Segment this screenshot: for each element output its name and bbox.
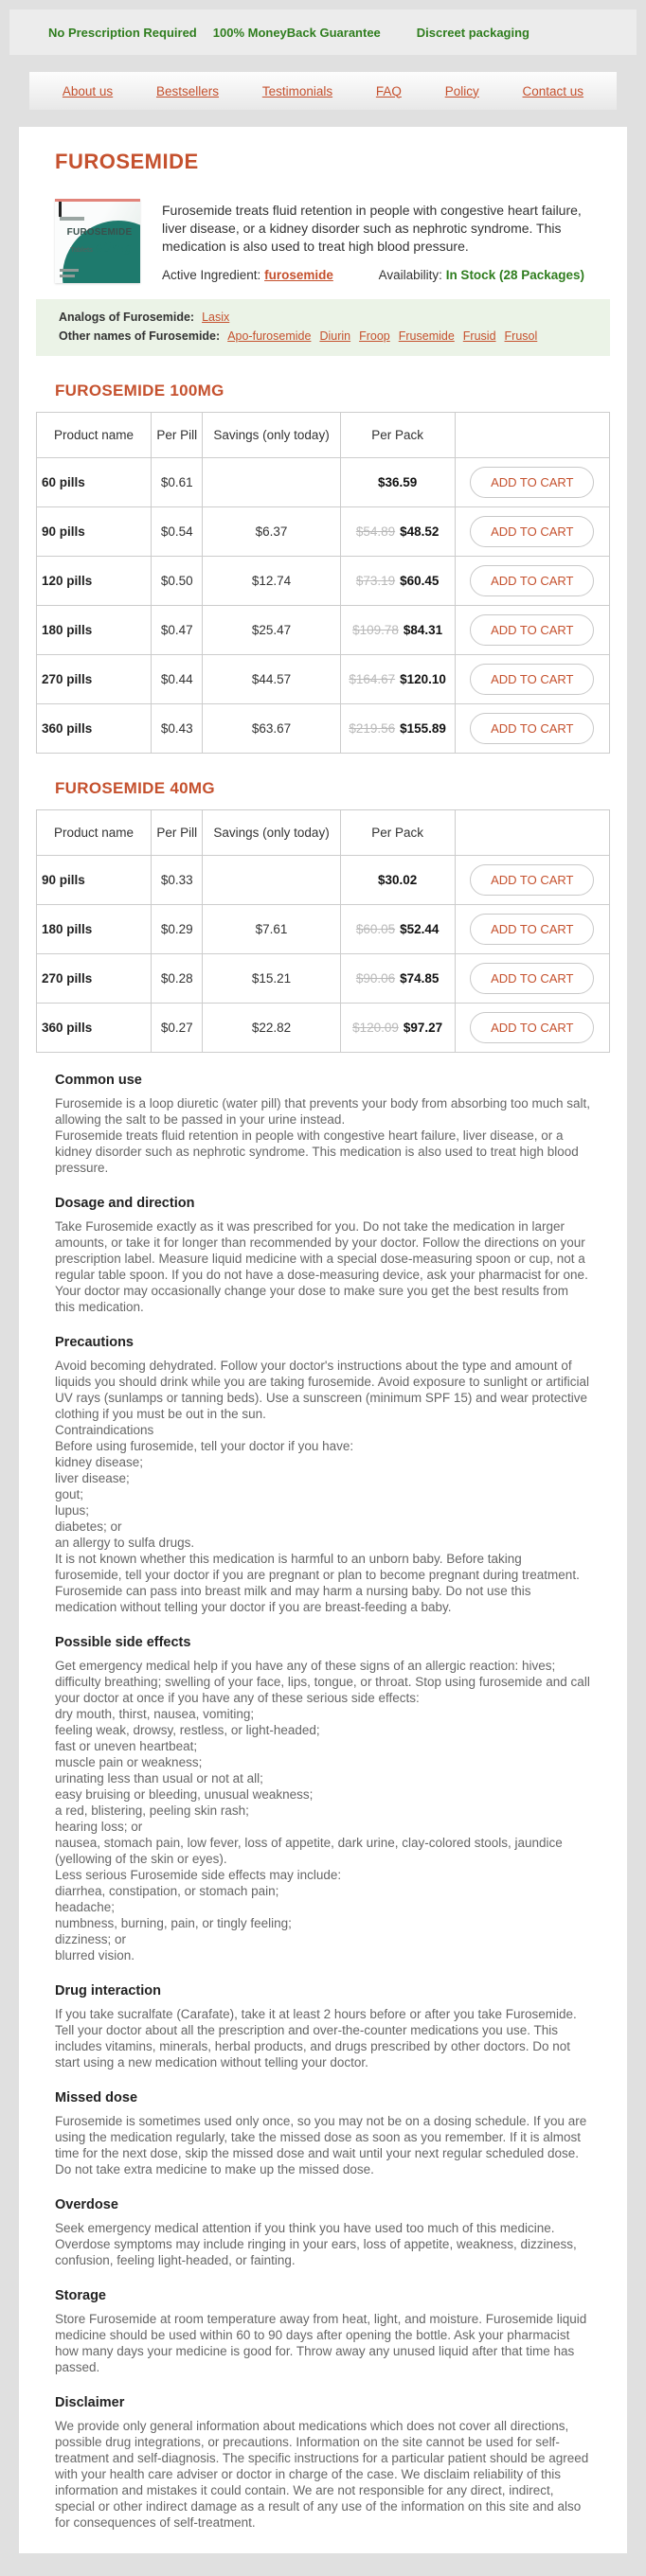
old-price: $120.09 <box>352 1021 399 1035</box>
section-text-line: headache; <box>55 1900 116 1914</box>
availability-label: Availability: <box>378 268 442 282</box>
section-body <box>55 2220 591 2268</box>
current-price: $36.59 <box>377 475 418 489</box>
per-pill-value: $0.61 <box>152 458 203 507</box>
section-text-line: muscle pain or weakness; <box>55 1755 203 1769</box>
section-body <box>55 2311 591 2375</box>
other-name-link[interactable]: Frusid <box>462 329 496 343</box>
section-text-line: Furosemide is a loop diuretic (water pill) that prevents your body from absorbing too much salt, allowing the salt to be passed in your urine instead. <box>55 1096 591 1127</box>
section-text-line: If you take sucralfate (Carafate), take it at least 2 hours before or after you take Furosemide. Tell your doctor about all the prescription and over-the-counter medications you use. This includes vitamins, minerals, herbal products, and drugs prescribed by other doctors. Do not start using a new medication without telling your doctor. <box>55 2007 577 2070</box>
per-pack-cell <box>340 606 455 655</box>
old-price: $164.67 <box>349 672 396 686</box>
section-text-line: kidney disease; <box>55 1455 144 1469</box>
old-price: $90.06 <box>355 971 396 986</box>
section-text-line: gout; <box>55 1487 84 1501</box>
analog-link-lasix[interactable]: Lasix <box>202 311 230 324</box>
add-to-cart-button[interactable]: ADD TO CART <box>470 914 594 945</box>
savings-value: $12.74 <box>203 557 340 606</box>
benefit-moneyback: 100% MoneyBack Guarantee <box>212 25 381 40</box>
info-section <box>36 2395 610 2531</box>
cart-cell <box>455 606 609 655</box>
active-ingredient-label: Active Ingredient: <box>162 268 261 282</box>
nav-link-about-us[interactable]: About us <box>62 83 114 98</box>
savings-value: $7.61 <box>203 905 340 954</box>
per-pack-cell <box>340 905 455 954</box>
section-text-line: We provide only general information about medications which does not cover all directions, possible drug integrations, or precautions. Information on the site cannot be used for self-treatment and self-diagnosis. The specific instructions for a particular patient should be agreed with your health care adviser or doctor in charge of the case. We disclaim reliability of this information and mistakes it could contain. We are not responsible for any direct, indirect, special or other indirect damage as a result of any use of the information on this site and also for consequences of self-treatment. <box>55 2419 589 2530</box>
package-dose-text <box>64 240 138 256</box>
cart-cell <box>455 655 609 704</box>
savings-value: $25.47 <box>203 606 340 655</box>
section-heading: Overdose <box>55 2197 118 2212</box>
nav-link-contact-us[interactable]: Contact us <box>522 83 584 98</box>
active-ingredient-link[interactable]: furosemide <box>264 268 333 282</box>
savings-value: $63.67 <box>203 704 340 754</box>
section-text-line: an allergy to sulfa drugs. <box>55 1536 195 1550</box>
product-name-cell: 90 pills <box>37 856 152 905</box>
section-text-line: urinating less than usual or not at all; <box>55 1771 263 1785</box>
section-heading: Common use <box>55 1073 142 1088</box>
product-package-image <box>55 199 140 283</box>
section-text-line: dizziness; or <box>55 1932 127 1946</box>
package-brand-text: FUROSEMIDE <box>66 227 133 238</box>
other-name-link[interactable]: Frusemide <box>398 329 455 343</box>
package-fine-print <box>60 217 84 221</box>
add-to-cart-button[interactable]: ADD TO CART <box>470 1012 594 1043</box>
price-row <box>37 1004 610 1053</box>
add-to-cart-button[interactable]: ADD TO CART <box>470 963 594 994</box>
nav-link-policy[interactable]: Policy <box>444 83 479 98</box>
section-text-line: Seek emergency medical attention if you think you have used too much of this medicine. Overdose symptoms may include ringing in your ears, loss of appetite, weakness, dizziness, confusion, feeling light-headed, or fainting. <box>55 2221 577 2267</box>
per-pill-value: $0.43 <box>152 704 203 754</box>
product-name-cell: 270 pills <box>37 954 152 1004</box>
per-pill-value: $0.50 <box>152 557 203 606</box>
drug-info-sections <box>36 1073 610 2531</box>
current-price: $30.02 <box>377 873 418 887</box>
product-name-cell: 120 pills <box>37 557 152 606</box>
column-header <box>455 810 609 856</box>
current-price: $60.45 <box>400 574 440 588</box>
old-price: $54.89 <box>355 524 396 539</box>
other-name-link[interactable]: Frusol <box>504 329 538 343</box>
section-text-line: easy bruising or bleeding, unusual weakness; <box>55 1787 314 1802</box>
other-names-line <box>59 327 587 346</box>
cart-cell <box>455 856 609 905</box>
column-header: Per Pack <box>340 413 455 458</box>
current-price: $84.31 <box>403 623 443 637</box>
price-table <box>36 412 610 754</box>
column-header: Per Pill <box>152 413 203 458</box>
add-to-cart-button[interactable]: ADD TO CART <box>470 713 594 744</box>
package-art-mark <box>59 202 62 217</box>
current-price: $155.89 <box>400 721 446 736</box>
current-price: $120.10 <box>400 672 446 686</box>
column-header: Per Pill <box>152 810 203 856</box>
section-body <box>55 2006 591 2070</box>
section-text-line: lupus; <box>55 1503 90 1518</box>
per-pack-cell <box>340 704 455 754</box>
section-text-line: dry mouth, thirst, nausea, vomiting; <box>55 1707 255 1721</box>
benefit-discreet-packaging: Discreet packaging <box>416 25 529 40</box>
other-name-link[interactable]: Diurin <box>319 329 351 343</box>
price-row <box>37 704 610 754</box>
section-heading: Storage <box>55 2288 106 2303</box>
old-price: $73.19 <box>355 574 396 588</box>
nav-link-testimonials[interactable]: Testimonials <box>261 83 333 98</box>
price-row <box>37 557 610 606</box>
info-section <box>36 1196 610 1315</box>
ingredient-availability-row <box>162 268 591 282</box>
cart-cell <box>455 954 609 1004</box>
other-name-link[interactable]: Froop <box>359 329 390 343</box>
section-text-line: diabetes; or <box>55 1519 122 1534</box>
section-heading: Dosage and direction <box>55 1196 195 1211</box>
info-section <box>36 2090 610 2177</box>
savings-value: $22.82 <box>203 1004 340 1053</box>
section-body <box>55 1095 591 1176</box>
column-header: Product name <box>37 413 152 458</box>
package-fine-print <box>60 269 79 272</box>
product-name-cell: 360 pills <box>37 1004 152 1053</box>
section-heading: Precautions <box>55 1335 134 1350</box>
add-to-cart-button[interactable]: ADD TO CART <box>470 565 594 596</box>
section-text-line: Get emergency medical help if you have any of these signs of an allergic reaction: hives; difficulty breathing; swelling of your face, lips, tongue, or throat. Stop using furosemide and call your doctor at once if you have any of these serious side effects: <box>55 1659 590 1705</box>
nav-link-faq[interactable]: FAQ <box>375 83 402 98</box>
other-names-label: Other names of Furosemide: <box>59 329 221 343</box>
old-price: $60.05 <box>355 922 396 936</box>
price-table <box>36 809 610 1053</box>
add-to-cart-button[interactable]: ADD TO CART <box>470 664 594 695</box>
column-header: Per Pack <box>340 810 455 856</box>
section-text-line: numbness, burning, pain, or tingly feeling; <box>55 1916 292 1930</box>
section-text-line: a red, blistering, peeling skin rash; <box>55 1803 249 1818</box>
column-header: Savings (only today) <box>203 810 340 856</box>
per-pack-cell <box>340 557 455 606</box>
section-text-line: feeling weak, drowsy, restless, or light-headed; <box>55 1723 320 1737</box>
section-heading: Disclaimer <box>55 2395 125 2410</box>
per-pill-value: $0.29 <box>152 905 203 954</box>
price-table-header-row <box>37 810 610 856</box>
price-row <box>37 606 610 655</box>
availability-status: In Stock (28 Packages) <box>445 268 585 282</box>
cart-cell <box>455 507 609 557</box>
cart-cell <box>455 557 609 606</box>
info-section <box>36 1073 610 1176</box>
price-row <box>37 507 610 557</box>
section-text-line: It is not known whether this medication is harmful to an unborn baby. Before taking furosemide, tell your doctor if you are pregnant or plan to become pregnant during treatment. Furosemide can pass into breast milk and may harm a nursing baby. Do not use this medication without telling your doctor if you are breast-feeding a baby. <box>55 1552 580 1614</box>
per-pill-value: $0.47 <box>152 606 203 655</box>
section-text-line: hearing loss; or <box>55 1820 143 1834</box>
product-name-cell: 180 pills <box>37 905 152 954</box>
analogs-line <box>59 308 587 327</box>
add-to-cart-button[interactable]: ADD TO CART <box>470 516 594 547</box>
section-text-line: fast or uneven heartbeat; <box>55 1739 198 1753</box>
section-text-line: nausea, stomach pain, low fever, loss of appetite, dark urine, clay-colored stools, jaundice (yellowing of the skin or eyes). <box>55 1836 563 1866</box>
add-to-cart-button[interactable]: ADD TO CART <box>470 864 594 896</box>
section-text-line: diarrhea, constipation, or stomach pain; <box>55 1884 279 1898</box>
old-price: $109.78 <box>352 623 399 637</box>
page-title: FUROSEMIDE <box>55 150 199 173</box>
savings-value: $6.37 <box>203 507 340 557</box>
info-section <box>36 1983 610 2070</box>
current-price: $97.27 <box>403 1021 443 1035</box>
per-pill-value: $0.54 <box>152 507 203 557</box>
section-text-line: Avoid becoming dehydrated. Follow your doctor's instructions about the type and amount of liquids you should drink while you are taking furosemide. Avoid exposure to sunlight or artificial UV rays (sunlamps or tanning beds). Use a sunscreen (minimum SPF 15) and wear protective clothing if you must be out in the sun. <box>55 1359 590 1421</box>
info-section <box>36 1335 610 1615</box>
per-pack-cell <box>340 458 455 507</box>
savings-value <box>203 458 340 507</box>
add-to-cart-button[interactable]: ADD TO CART <box>470 467 594 498</box>
section-text-line: Furosemide treats fluid retention in people with congestive heart failure, liver disease, or a kidney disorder such as nephrotic syndrome. This medication is also used to treat high blood pressure. <box>55 1128 579 1175</box>
main-nav <box>29 72 617 110</box>
per-pack-cell <box>340 954 455 1004</box>
benefits-bar <box>9 9 637 55</box>
price-row <box>37 655 610 704</box>
column-header <box>455 413 609 458</box>
section-text-line: Your doctor may occasionally change your dose to make sure you get the best results from this medication. <box>55 1284 569 1314</box>
column-header: Product name <box>37 810 152 856</box>
section-heading: Possible side effects <box>55 1635 191 1650</box>
product-page-card <box>19 127 627 2553</box>
column-header: Savings (only today) <box>203 413 340 458</box>
package-form-text: Tablets <box>70 245 93 254</box>
current-price: $52.44 <box>400 922 440 936</box>
product-name-cell: 360 pills <box>37 704 152 754</box>
product-strength-heading: FUROSEMIDE 100MG <box>55 382 224 400</box>
info-section <box>36 2197 610 2268</box>
section-body <box>55 1358 591 1615</box>
cart-cell <box>455 458 609 507</box>
per-pill-value: $0.44 <box>152 655 203 704</box>
section-text-line: Less serious Furosemide side effects may include: <box>55 1868 342 1882</box>
info-section <box>36 1635 610 1963</box>
benefit-no-prescription: No Prescription Required <box>48 25 197 40</box>
nav-link-bestsellers[interactable]: Bestsellers <box>155 83 220 98</box>
savings-value: $44.57 <box>203 655 340 704</box>
section-heading: Drug interaction <box>55 1983 161 1999</box>
cart-cell <box>455 905 609 954</box>
price-row <box>37 954 610 1004</box>
price-row <box>37 856 610 905</box>
per-pack-cell <box>340 655 455 704</box>
cart-cell <box>455 1004 609 1053</box>
per-pack-cell <box>340 856 455 905</box>
package-fine-print <box>60 275 75 277</box>
section-heading: Missed dose <box>55 2090 138 2105</box>
analogs-box <box>36 299 610 356</box>
section-text-line: liver disease; <box>55 1471 130 1485</box>
price-tables-area <box>36 382 610 1053</box>
savings-value <box>203 856 340 905</box>
section-body <box>55 1658 591 1963</box>
product-description: Furosemide treats fluid retention in people with congestive heart failure, liver disease, or a kidney disorder such as nephrotic syndrome. This medication is also used to treat high blood pressure. <box>162 203 582 254</box>
old-price: $219.56 <box>349 721 396 736</box>
section-text-line: Before using furosemide, tell your doctor if you have: <box>55 1439 354 1453</box>
per-pill-value: $0.27 <box>152 1004 203 1053</box>
per-pack-cell <box>340 1004 455 1053</box>
price-row <box>37 905 610 954</box>
savings-value: $15.21 <box>203 954 340 1004</box>
product-strength-heading: FUROSEMIDE 40MG <box>55 779 215 797</box>
product-name-cell: 180 pills <box>37 606 152 655</box>
section-body <box>55 2113 591 2177</box>
per-pack-cell <box>340 507 455 557</box>
section-text-line: blurred vision. <box>55 1948 135 1963</box>
section-body <box>55 1218 591 1315</box>
per-pill-value: $0.33 <box>152 856 203 905</box>
other-name-link[interactable]: Apo-furosemide <box>227 329 312 343</box>
product-name-cell: 60 pills <box>37 458 152 507</box>
section-text-line: Store Furosemide at room temperature away from heat, light, and moisture. Furosemide liquid medicine should be used within 60 to 90 days after opening the bottle. Ask your pharmacist how many days your medicine is good for. Throw away any unused liquid after that time has passed. <box>55 2312 587 2374</box>
section-text-line: Contraindications <box>55 1423 154 1437</box>
current-price: $74.85 <box>400 971 440 986</box>
product-name-cell: 270 pills <box>37 655 152 704</box>
analogs-label: Analogs of Furosemide: <box>59 311 195 324</box>
add-to-cart-button[interactable]: ADD TO CART <box>470 614 594 646</box>
section-body <box>55 2418 591 2531</box>
current-price: $48.52 <box>400 524 440 539</box>
per-pill-value: $0.28 <box>152 954 203 1004</box>
product-name-cell: 90 pills <box>37 507 152 557</box>
section-text-line: Furosemide is sometimes used only once, so you may not be on a dosing schedule. If you are using the medication regularly, take the missed dose as soon as you remember. If it is almost time for the next dose, skip the missed dose and wait until your next regular scheduled dose. Do not take extra medicine to make up the missed dose. <box>55 2114 587 2176</box>
info-section <box>36 2288 610 2375</box>
price-table-header-row <box>37 413 610 458</box>
package-strength-text: 40mg <box>94 240 133 256</box>
cart-cell <box>455 704 609 754</box>
section-text-line: Take Furosemide exactly as it was prescribed for you. Do not take the medication in larger amounts, or take it for longer than recommended by your doctor. Follow the directions on your prescription label. Measure liquid medicine with a special dose-measuring spoon or cup, not a regular table spoon. If you do not have a dose-measuring device, ask your pharmacist for one. <box>55 1219 588 1282</box>
product-info <box>162 199 591 283</box>
price-row <box>37 458 610 507</box>
product-summary <box>55 199 591 283</box>
